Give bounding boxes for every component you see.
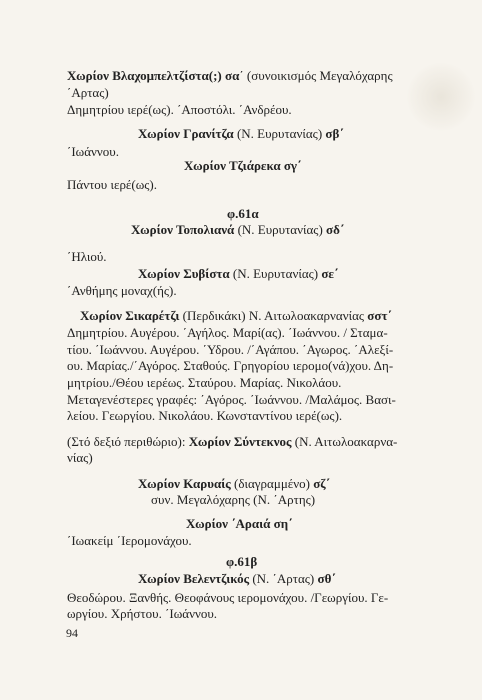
village-note: (διαγραμμένο) <box>230 476 314 491</box>
village-name: Χωρίον Βλαχομπελτζίστα(;) σα <box>67 68 240 83</box>
text-line: μητρίου./Θέου ιερέως. Σταύρου. Μαρίας. Νικολάου. <box>67 375 342 390</box>
entry-velentzikos-heading <box>138 571 336 587</box>
folio-marker: φ.61α <box>227 206 259 221</box>
entry-tziareka-heading: Χωρίον Τζιάρεκα σγ΄ <box>184 158 302 173</box>
text-line: τίου. ΄Ιωάννου. Αυγέρου. ΄Υδρου. /΄Αγάπου. ΄Αγωρος. ΄Αλεξί- <box>67 342 394 357</box>
text-line: ΄Ανθήμης μοναχ(ής). <box>67 283 177 298</box>
entry-araia-heading <box>186 516 292 532</box>
village-name: Χωρίον Γρανίτζα <box>138 126 234 141</box>
village-note: (Περδικάκι) Ν. Αιτωλοακαρνανίας <box>179 308 368 323</box>
text-line: Πάντου ιερέ(ως). <box>67 177 158 192</box>
village-note: ΄ (συνοικισμός Μεγαλόχαρης <box>239 68 393 83</box>
text-line: ΄Αρτας) <box>67 85 109 100</box>
village-name: Χωρίον Καρυαίς <box>138 476 231 491</box>
village-name: Χωρίον Σικαρέτζι <box>80 308 180 323</box>
village-name: Χωρίον ΄Αραιά <box>186 516 274 531</box>
text-line: ΄Ιωακείμ ΄Ιερομονάχου. <box>67 533 192 548</box>
text-line: Δημητρίου. Αυγέρου. ΄Αγήλος. Μαρί(ας). ΄Ιωάννου. / Σταμα- <box>67 325 388 340</box>
village-name: Χωρίον Σύντεκνος <box>188 434 292 449</box>
text-line: Μεταγενέστερες γραφές: ΄Αγόρος. ΄Ιωάννου. /Μαλάμος. Βασι- <box>67 392 396 407</box>
entry-syvista-heading <box>138 266 338 282</box>
village-note: (Ν. Αιτωλοακαρνα- <box>291 434 398 449</box>
village-name: Χωρίον Συβίστα <box>138 266 230 281</box>
village-note: (Ν. ΄Αρτας) <box>249 571 318 586</box>
text-line: λείου. Γεωργίου. Νικολάου. Κωνσταντίνου ιερέ(ως). <box>67 408 343 423</box>
text-line: ΄Ηλιού. <box>67 249 107 264</box>
entry-number: σδ΄ <box>326 222 345 237</box>
entry-number: σστ΄ <box>367 308 392 323</box>
village-name: Χωρίον Τοπολιανά <box>131 222 235 237</box>
village-note: (Ν. Ευρυτανίας) <box>233 126 326 141</box>
entry-karyais-heading <box>138 476 330 492</box>
text-line: ΄Ιωάννου. <box>67 144 119 159</box>
entry-granitza-heading <box>138 126 344 142</box>
entry-number: σζ΄ <box>313 476 330 491</box>
entry-number: ση΄ <box>273 516 293 531</box>
text-line: Δημητρίου ιερέ(ως). ΄Αποστόλι. ΄Ανδρέου. <box>67 102 292 117</box>
entry-number: σβ΄ <box>325 126 344 141</box>
margin-note-heading <box>67 434 397 450</box>
text-line: νίας) <box>67 450 93 465</box>
entry-vlachompeltzista-heading <box>67 68 393 84</box>
village-note: (Ν. Ευρυτανίας) <box>234 222 327 237</box>
entry-number: σθ΄ <box>317 571 336 586</box>
entry-sikaretzi-heading <box>80 308 392 324</box>
margin-label: (Στό δεξιό περιθώριο): <box>67 434 189 449</box>
folio-marker: φ.61β <box>226 554 258 569</box>
watermark-stain <box>406 62 476 132</box>
page-number: 94 <box>66 626 78 640</box>
entry-topoliana-heading <box>131 222 344 238</box>
text-line: ωργίου. Χρήστου. ΄Ιωάννου. <box>67 606 218 621</box>
text-line: συν. Μεγαλόχαρης (Ν. ΄Αρτης) <box>151 492 316 507</box>
village-name: Χωρίον Βελεντζικός <box>138 571 250 586</box>
text-line: ου. Μαρίας./΄Αγόρος. Σταθούς. Γρηγορίου ιερομο(νά)χου. Δη- <box>67 358 394 373</box>
text-line: Θεοδώρου. Ξανθής. Θεοφάνους ιερομονάχου. /Γεωργίου. Γε- <box>67 590 389 605</box>
village-note: (Ν. Ευρυτανίας) <box>229 266 322 281</box>
entry-number: σε΄ <box>321 266 339 281</box>
